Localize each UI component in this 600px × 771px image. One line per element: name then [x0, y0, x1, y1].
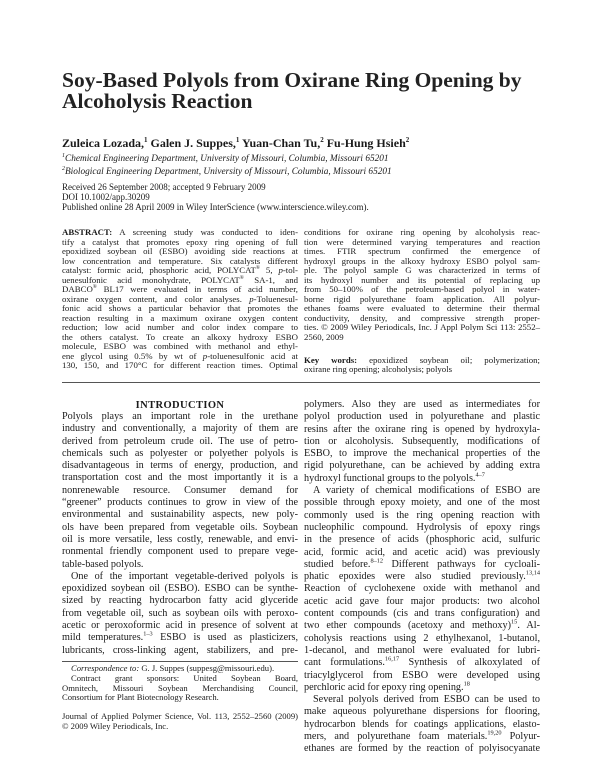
text-line: resins after the oxirane ring is opened by hydroxyla-: [304, 423, 540, 435]
text-line: studied before.$^{8-12}$ Different pathways for cycloali-: [304, 557, 541, 570]
text-line: 2560, 2009: [304, 331, 344, 342]
text-line: hydroxyl groups in the alkoxy hydroxy ESBO polyol sam-: [304, 255, 540, 266]
text-line: uenesulfonic acid monohydrate, POLYCAT® SA-1, and: [62, 274, 298, 285]
text-line: © 2009 Wiley Periodicals, Inc.: [62, 720, 169, 731]
text-line: table-based polyols.: [62, 558, 144, 570]
text-line: two ether compounds (acetoxy and methoxy)$^{15}$. Al-: [304, 618, 540, 632]
text-line: the others catalyst. To create an alkoxy hydroxy ESBO: [62, 331, 298, 342]
text-line: Correspondence to: G. J. Suppes (suppesg@missouri.edu).: [71, 663, 275, 673]
text-line: triacylglycerol from ESBO were developed using: [304, 669, 540, 681]
text-line: fonic acid shows a particular behavior that promotes the: [62, 303, 298, 313]
abstract-left: [62, 228, 298, 371]
text-line: derived from petroleum crude oil. The use of petro-: [62, 435, 298, 447]
text-line: transportation cost and the most importantly it is a: [62, 472, 298, 484]
paper-title: [62, 70, 522, 112]
footnotes: [62, 664, 298, 703]
text-line: Several polyols derived from ESBO can be used to: [313, 694, 540, 706]
text-line: nucleophilic compound. Hydrolysis of epoxy rings: [304, 521, 540, 533]
text-line: ols have been prepared from vegetable oils. Soybean: [62, 521, 298, 533]
text-line: possible through epoxy moiety, and one of the most: [304, 497, 540, 509]
text-line: from 50–100% of the petroleum-based polyol in water-: [304, 284, 540, 294]
text-line: lubricants, cross-linking agent, stabilizers, and pre-: [62, 644, 298, 656]
text-line: reaction resulting in a maximum oxirane oxygen content: [62, 312, 298, 323]
text-line: rigid polyurethane, can be achieved by adding extra: [304, 460, 540, 472]
text-line: 130, 150, and 170°C for different reaction times. Optimal: [62, 360, 298, 370]
author: Galen J. Suppes,$^1$: [150, 136, 240, 150]
text-line: oxirane oxygen content, and color analyses. p-Toluenesul-: [62, 293, 298, 304]
text-line: from vegetable oil, such as soybean oils with peroxo-: [62, 607, 298, 619]
abstract-right-text: [304, 228, 540, 342]
text-line: oil is more versatile, less costly, renewable, and envi-: [62, 533, 298, 545]
text-line: borne rigid polyurethane foam application. All polyur-: [304, 293, 540, 304]
received-date: Received 26 September 2008; accepted 9 February 2009: [62, 182, 266, 192]
text-line: coholysis reactions using 2 ethylhexanol, 1-butanol,: [304, 632, 540, 644]
published-online: Published online 28 April 2009 in Wiley InterScience (www.interscience.wiley.com).: [62, 202, 369, 212]
abstract-divider: [62, 382, 540, 383]
text-line: Key words: epoxidized soybean oil; polymerization;: [304, 354, 540, 365]
affiliations: [62, 151, 392, 177]
author: Yuan-Chan Tu,$^2$: [241, 136, 324, 150]
text-line: conditions for oxirane ring opening by alcoholysis reac-: [304, 227, 540, 237]
text-line: perchloric acid for epoxy ring opening.$^{18}$: [304, 680, 470, 693]
text-line: sized by reacting hydrocarbon fatty acid glyceride: [62, 595, 298, 607]
text-line: ronmental friendly component used to prepare vege-: [62, 546, 298, 558]
text-line: low concentration and temperature. Six catalysts different: [62, 255, 298, 266]
affiliation: $^2$Biological Engineering Department, University of Missouri, Columbia, Missouri 65201: [62, 166, 392, 178]
text-line: commonly used is the ring opening reaction with: [304, 509, 540, 521]
text-line: ethanes are formed by the reaction of polyisocyanate: [304, 743, 540, 755]
text-line: Contract grant sponsors: United Soybean Board,: [71, 672, 298, 683]
text-line: hydrocarbon blends for coatings applications, elasto-: [304, 718, 540, 730]
text-line: nonrenewable resource. Consumer demand for: [62, 484, 298, 496]
text-line: ene glycol using 0.5% by wt of p-toluenesulfonic acid at: [62, 350, 298, 361]
text-line: tify a catalyst that promotes epoxy ring opening of full: [62, 236, 298, 247]
publication-history: [62, 182, 369, 212]
text-line: polyol production used in polyurethane and plastic: [304, 411, 540, 423]
text-line: mild temperatures.$^{1-3}$ ESBO is used as plasticizers,: [62, 630, 298, 644]
section-heading-introduction: INTRODUCTION: [135, 400, 225, 411]
text-line: epoxidized soybean oil (ESBO) avoiding side reactions at: [62, 246, 298, 256]
text-line: “greener” products continues to grow in view of the: [62, 497, 298, 509]
doi: DOI 10.1002/app.30209: [62, 192, 150, 202]
text-line: ESBO, to improve the mechanical properties of the: [304, 448, 540, 460]
author: Zuleica Lozada,$^1$: [62, 136, 148, 150]
text-line: ABSTRACT: A screening study was conducted to iden-: [62, 227, 298, 237]
affiliation: $^1$Chemical Engineering Department, University of Missouri, Columbia, Missouri 65201: [62, 153, 389, 165]
abstract-right: [304, 228, 540, 375]
text-line: polymers. Also they are used as intermediates for: [304, 399, 540, 410]
body-left-column: [62, 411, 298, 657]
text-line: acetic acid gave four major products: two alcohol: [304, 595, 540, 607]
body-right-column: [304, 399, 540, 756]
journal-info: [62, 712, 298, 732]
text-line: Omnitech, Missouri Soybean Merchandising Council,: [62, 682, 298, 693]
text-line: acetic or peroxoformic acid in presence of solvent at: [62, 620, 298, 632]
text-line: in the presence of acids (phosphoric acid, sulfuric: [304, 534, 540, 546]
text-line: catalyst: formic acid, phosphoric acid, POLYCAT® 5, p-tol-: [62, 265, 298, 275]
text-line: environmental and sustainability aspects, new poly-: [62, 509, 298, 521]
text-line: acid, formic acid, and acetic acid) was previously: [304, 546, 540, 558]
footnote-divider: [62, 661, 298, 662]
text-line: its hydroxyl number and its potential of replacing up: [304, 274, 540, 285]
text-line: tion or alcoholysis. Subsequently, modifications of: [304, 435, 540, 447]
title-line: Alcoholysis Reaction: [62, 89, 253, 113]
text-line: hydroxyl functional groups to the polyols.$^{4-7}$: [304, 471, 485, 484]
text-line: times. FTIR spectrum confirmed the emergence of: [304, 246, 540, 256]
text-line: ties. © 2009 Wiley Periodicals, Inc. J Appl Polym Sci 113: 2552–: [304, 322, 540, 332]
text-line: cant formulations.$^{16,17}$ Synthesis of alkoxylated of: [304, 655, 541, 669]
text-line: make aqueous polyurethane dispersions for flooring,: [304, 706, 540, 718]
text-line: ple. The polyol sample G was characterized in terms of: [304, 265, 540, 275]
text-line: 1-decanol, and methanol were evaluated for lubri-: [304, 644, 540, 656]
text-line: A variety of chemical modifications of ESBO are: [313, 485, 540, 497]
text-line: disadvantageous in terms of energy, production, and: [62, 460, 298, 472]
text-line: epoxidized soybean oil (ESBO). ESBO can be synthe-: [62, 583, 298, 595]
text-line: content compounds (cis and trans configuration) and: [304, 608, 540, 620]
text-line: ethanes foams were evaluated to determine their thermal: [304, 303, 540, 313]
text-line: molecule, ESBO was combined with methanol and ethyl-: [62, 341, 298, 351]
text-line: Consortium for Plant Biotecnology Research.: [62, 692, 219, 703]
text-line: DABCO® BL17 were evaluated in terms of acid number,: [62, 284, 298, 294]
text-line: Polyols plays an important role in the urethane: [62, 411, 298, 422]
title-line: Soy-Based Polyols from Oxirane Ring Opening by: [62, 68, 522, 92]
text-line: tion were determined varying temperatures and reaction: [304, 236, 540, 247]
author: Fu-Hung Hsieh$^2$: [326, 136, 410, 150]
text-line: oxirane ring opening; alcoholysis; polyols: [304, 364, 453, 374]
author-list: [62, 136, 409, 151]
text-line: Journal of Applied Polymer Science, Vol. 113, 2552–2560 (2009): [62, 711, 298, 721]
text-line: reduction; low acid number and color index compare to: [62, 322, 298, 332]
text-line: industry and conventionally, a majority of them are: [62, 423, 298, 435]
text-line: One of the important vegetable-derived polyols is: [71, 570, 298, 582]
text-line: mers, and polyurethane foam materials.$^{19,20}$ Polyur-: [304, 729, 540, 743]
text-line: phatic epoxides were also studied previously.$^{13,14}$: [304, 569, 540, 583]
text-line: Reaction of cyclohexene oxide with methanol and: [304, 583, 540, 595]
keywords: [304, 356, 540, 375]
text-line: conductivity, density, and compressive strength proper-: [304, 312, 540, 323]
text-line: chemicals such as polyester or polyether polyols is: [62, 447, 298, 459]
